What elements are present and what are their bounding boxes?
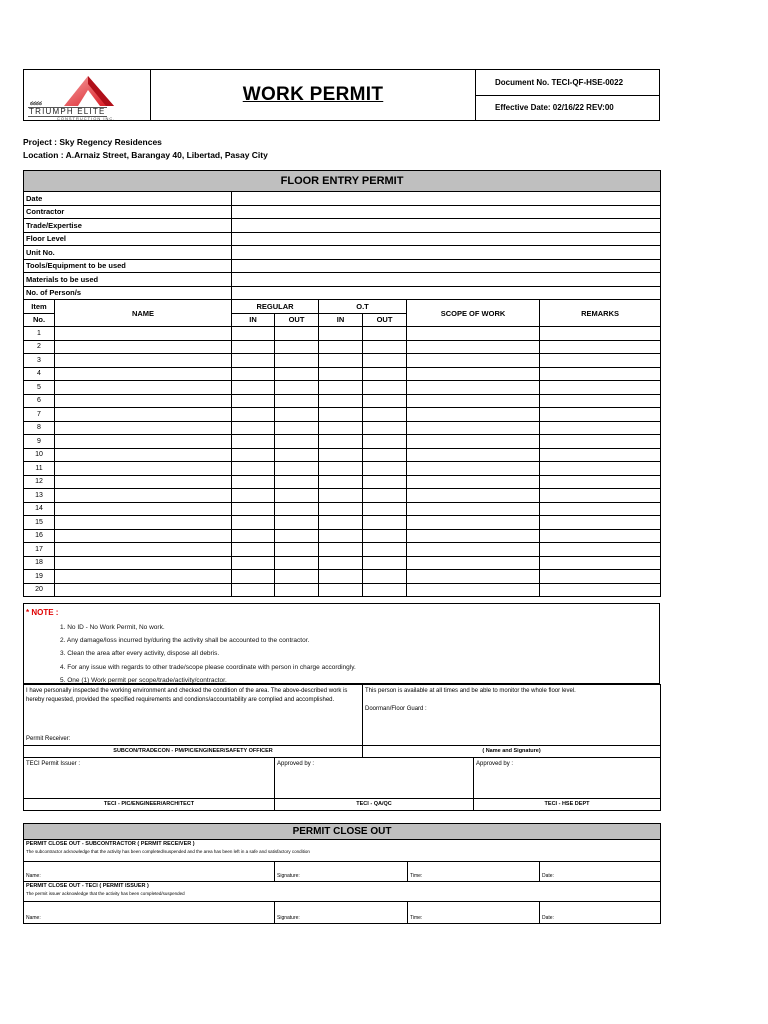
name-cell[interactable] — [55, 367, 232, 381]
name-cell[interactable] — [55, 408, 232, 422]
name-cell[interactable] — [55, 354, 232, 368]
receiver-date-field[interactable] — [540, 862, 661, 882]
triangle-logo-icon — [28, 72, 146, 108]
ot-in-cell[interactable] — [319, 570, 363, 584]
ot-in-cell[interactable] — [319, 448, 363, 462]
regular-out-cell[interactable] — [275, 435, 319, 449]
remarks-cell[interactable] — [540, 543, 661, 557]
field-value-input[interactable] — [232, 205, 661, 219]
table-row — [24, 421, 661, 435]
regular-out-cell[interactable] — [275, 448, 319, 462]
ot-out-cell[interactable] — [363, 435, 407, 449]
table-row — [24, 556, 661, 570]
close-out-title: PERMIT CLOSE OUT — [24, 824, 661, 840]
table-row — [24, 327, 661, 341]
signature-label: Signature: — [277, 915, 300, 921]
regular-out-cell[interactable] — [275, 529, 319, 543]
time-label: Time: — [410, 915, 423, 921]
scope-cell[interactable] — [407, 583, 540, 597]
regular-out-cell[interactable] — [275, 462, 319, 476]
receiver-statement-cell — [24, 685, 363, 746]
signature-label: Signature: — [277, 873, 300, 879]
ot-in-cell[interactable] — [319, 583, 363, 597]
ot-out-cell[interactable] — [363, 367, 407, 381]
availability-text: This person is available at all times and be able to monitor the whole floor level. — [365, 688, 576, 694]
note-item: 1. No ID - No Work Permit, No work. — [60, 624, 165, 631]
table-row — [24, 489, 661, 503]
name-cell[interactable] — [55, 502, 232, 516]
remarks-header: REMARKS — [540, 300, 661, 327]
name-label: Name: — [26, 915, 41, 921]
regular-in-cell[interactable] — [232, 340, 275, 354]
scope-cell[interactable] — [407, 394, 540, 408]
remarks-cell[interactable] — [540, 462, 661, 476]
notes-box — [23, 603, 660, 684]
receiver-statement: I have personally inspected the working environment and checked the condition of the area. The above-described work is hereby requested, provided the specified requirements and condions/accountability are complied and accomplished. — [26, 688, 348, 703]
field-value-input[interactable] — [232, 246, 661, 260]
field-row — [24, 192, 661, 206]
scope-cell[interactable] — [407, 421, 540, 435]
regular-in-cell[interactable] — [232, 408, 275, 422]
table-row — [24, 502, 661, 516]
row-number: 19 — [24, 570, 55, 584]
receiver-name-field[interactable] — [24, 862, 275, 882]
regular-in-cell[interactable] — [232, 381, 275, 395]
ot-out-cell[interactable] — [363, 340, 407, 354]
row-number: 15 — [24, 516, 55, 530]
ot-out-header: OUT — [363, 313, 407, 327]
row-number: 4 — [24, 367, 55, 381]
item-header: Item — [24, 300, 55, 314]
ot-in-cell[interactable] — [319, 367, 363, 381]
row-number: 16 — [24, 529, 55, 543]
field-value-input[interactable] — [232, 259, 661, 273]
regular-out-header: OUT — [275, 313, 319, 327]
row-number: 3 — [24, 354, 55, 368]
ot-in-cell[interactable] — [319, 354, 363, 368]
regular-out-cell[interactable] — [275, 583, 319, 597]
row-number: 18 — [24, 556, 55, 570]
receiver-signature-field[interactable] — [275, 862, 408, 882]
table-row — [24, 475, 661, 489]
name-cell[interactable] — [55, 327, 232, 341]
field-label: Contractor — [24, 205, 232, 219]
note-title: * NOTE : — [26, 608, 59, 617]
regular-out-cell[interactable] — [275, 367, 319, 381]
regular-in-cell[interactable] — [232, 327, 275, 341]
scope-cell[interactable] — [407, 543, 540, 557]
scope-cell[interactable] — [407, 381, 540, 395]
ot-out-cell[interactable] — [363, 570, 407, 584]
logo-company-sub: CONSTRUCTION INC. — [57, 116, 116, 121]
signatory-hse: TECI - HSE DEPT — [474, 799, 661, 811]
approved-by-cell-2 — [474, 758, 661, 799]
regular-out-cell[interactable] — [275, 327, 319, 341]
remarks-cell[interactable] — [540, 583, 661, 597]
regular-out-cell[interactable] — [275, 502, 319, 516]
regular-in-cell[interactable] — [232, 354, 275, 368]
name-cell[interactable] — [55, 489, 232, 503]
name-cell[interactable] — [55, 516, 232, 530]
ot-in-cell[interactable] — [319, 381, 363, 395]
permit-receiver-label: Permit Receiver: — [26, 736, 71, 742]
field-label: Materials to be used — [24, 273, 232, 287]
row-number: 13 — [24, 489, 55, 503]
regular-in-cell[interactable] — [232, 462, 275, 476]
name-cell[interactable] — [55, 435, 232, 449]
row-number: 2 — [24, 340, 55, 354]
remarks-cell[interactable] — [540, 327, 661, 341]
approved-by-label-1: Approved by : — [277, 761, 315, 767]
scope-cell[interactable] — [407, 448, 540, 462]
note-item: 3. Clean the area after every activity, dispose all debris. — [60, 650, 220, 658]
regular-in-cell[interactable] — [232, 516, 275, 530]
receiver-close-title: PERMIT CLOSE OUT - SUBCONTRACTOR ( PERMIT RECEIVER ) — [26, 841, 195, 847]
ot-out-cell[interactable] — [363, 556, 407, 570]
field-value-input[interactable] — [232, 219, 661, 233]
regular-out-cell[interactable] — [275, 394, 319, 408]
regular-in-cell[interactable] — [232, 394, 275, 408]
name-cell[interactable] — [55, 543, 232, 557]
note-item: 2. Any damage/loss incurred by/during the activity shall be accounted to the contractor. — [60, 637, 310, 645]
row-number: 20 — [24, 583, 55, 597]
regular-out-cell[interactable] — [275, 489, 319, 503]
field-label: Floor Level — [24, 232, 232, 246]
ot-out-cell[interactable] — [363, 583, 407, 597]
row-number: 8 — [24, 421, 55, 435]
scope-cell[interactable] — [407, 475, 540, 489]
regular-in-cell[interactable] — [232, 435, 275, 449]
scope-cell[interactable] — [407, 502, 540, 516]
field-row — [24, 205, 661, 219]
regular-out-cell[interactable] — [275, 354, 319, 368]
ot-out-cell[interactable] — [363, 354, 407, 368]
subcon-signatory: SUBCON/TRADECON - PM/PIC/ENGINEER/SAFETY OFFICER — [24, 746, 363, 758]
issuer-close-title: PERMIT CLOSE OUT - TECI ( PERMIT ISSUER ) — [26, 883, 149, 889]
document-number: Document No. TECI-QF-HSE-0022 — [476, 70, 659, 96]
name-cell[interactable] — [55, 583, 232, 597]
field-row — [24, 246, 661, 260]
remarks-cell[interactable] — [540, 489, 661, 503]
document-title: WORK PERMIT — [242, 84, 384, 105]
remarks-cell[interactable] — [540, 475, 661, 489]
ot-out-cell[interactable] — [363, 462, 407, 476]
scope-cell[interactable] — [407, 556, 540, 570]
name-cell[interactable] — [55, 556, 232, 570]
ot-out-cell[interactable] — [363, 381, 407, 395]
regular-in-cell[interactable] — [232, 475, 275, 489]
ot-in-cell[interactable] — [319, 529, 363, 543]
ot-in-cell[interactable] — [319, 408, 363, 422]
table-row — [24, 529, 661, 543]
remarks-cell[interactable] — [540, 354, 661, 368]
ot-in-cell[interactable] — [319, 340, 363, 354]
scope-header: SCOPE OF WORK — [407, 300, 540, 327]
teci-issuer-cell — [24, 758, 275, 799]
project-line: Project : Sky Regency Residences — [23, 137, 162, 147]
table-row — [24, 394, 661, 408]
scope-cell[interactable] — [407, 462, 540, 476]
field-label: Date — [24, 192, 232, 206]
field-label: Tools/Equipment to be used — [24, 259, 232, 273]
table-row — [24, 570, 661, 584]
field-value-input[interactable] — [232, 192, 661, 206]
location-line: Location : A.Arnaiz Street, Barangay 40, Libertad, Pasay City — [23, 150, 268, 160]
ot-out-cell[interactable] — [363, 475, 407, 489]
receiver-close-text: The subcontractor acknowledge that the activity has been completed/suspended and the area has been left in a safe and satisfactory condition — [26, 849, 310, 854]
ot-out-cell[interactable] — [363, 489, 407, 503]
approval-table — [23, 684, 661, 811]
ot-out-cell[interactable] — [363, 421, 407, 435]
remarks-cell[interactable] — [540, 435, 661, 449]
table-row — [24, 340, 661, 354]
table-row — [24, 583, 661, 597]
field-label: No. of Person/s — [24, 286, 232, 300]
regular-out-cell[interactable] — [275, 421, 319, 435]
table-row — [24, 367, 661, 381]
row-number: 11 — [24, 462, 55, 476]
regular-out-cell[interactable] — [275, 516, 319, 530]
ot-out-cell[interactable] — [363, 408, 407, 422]
remarks-cell[interactable] — [540, 570, 661, 584]
name-cell[interactable] — [55, 421, 232, 435]
table-row — [24, 381, 661, 395]
scope-cell[interactable] — [407, 529, 540, 543]
field-value-input[interactable] — [232, 273, 661, 287]
regular-out-cell[interactable] — [275, 543, 319, 557]
note-list — [60, 621, 356, 687]
regular-in-cell[interactable] — [232, 570, 275, 584]
row-number: 17 — [24, 543, 55, 557]
approved-by-label-2: Approved by : — [476, 761, 514, 767]
field-row — [24, 219, 661, 233]
table-header-row — [24, 300, 661, 314]
remarks-cell[interactable] — [540, 448, 661, 462]
row-number: 5 — [24, 381, 55, 395]
regular-out-cell[interactable] — [275, 556, 319, 570]
company-logo — [24, 70, 151, 120]
ot-out-cell[interactable] — [363, 448, 407, 462]
table-row — [24, 354, 661, 368]
issuer-name-field[interactable] — [24, 902, 275, 924]
note-item: 4. For any issue with regards to other trade/scope please coordinate with person in charge accordingly. — [60, 663, 356, 671]
signatory-pic: TECI - PIC/ENGINEER/ARCHITECT — [24, 799, 275, 811]
date-label: Date: — [542, 873, 554, 879]
logo-small-text: ఠఠఠఠ — [30, 101, 42, 107]
name-cell[interactable] — [55, 394, 232, 408]
document-header — [23, 69, 660, 121]
row-number: 6 — [24, 394, 55, 408]
ot-in-cell[interactable] — [319, 421, 363, 435]
regular-out-cell[interactable] — [275, 475, 319, 489]
scope-cell[interactable] — [407, 367, 540, 381]
table-row — [24, 435, 661, 449]
field-label: Trade/Expertise — [24, 219, 232, 233]
regular-in-cell[interactable] — [232, 421, 275, 435]
field-value-input[interactable] — [232, 286, 661, 300]
field-row — [24, 273, 661, 287]
row-number: 14 — [24, 502, 55, 516]
field-row — [24, 232, 661, 246]
effective-date: Effective Date: 02/16/22 REV:00 — [495, 103, 614, 113]
table-row — [24, 516, 661, 530]
name-label: Name: — [26, 873, 41, 879]
scope-cell[interactable] — [407, 354, 540, 368]
field-row — [24, 286, 661, 300]
remarks-cell[interactable] — [540, 556, 661, 570]
close-out-table — [23, 823, 661, 924]
regular-in-header: IN — [232, 313, 275, 327]
regular-in-cell[interactable] — [232, 367, 275, 381]
scope-cell[interactable] — [407, 570, 540, 584]
table-row — [24, 408, 661, 422]
remarks-cell[interactable] — [540, 516, 661, 530]
scope-cell[interactable] — [407, 516, 540, 530]
signatory-qaqc: TECI - QA/QC — [275, 799, 474, 811]
name-signature-label: ( Name and Signature) — [363, 746, 661, 758]
remarks-cell[interactable] — [540, 408, 661, 422]
remarks-cell[interactable] — [540, 340, 661, 354]
ot-in-cell[interactable] — [319, 489, 363, 503]
receiver-close-cell — [24, 840, 661, 862]
regular-in-cell[interactable] — [232, 529, 275, 543]
ot-in-cell[interactable] — [319, 556, 363, 570]
issuer-close-text: The permit issuer acknowledge that the activity has been completed/suspended — [26, 891, 185, 896]
ot-in-cell[interactable] — [319, 394, 363, 408]
issuer-date-field[interactable] — [540, 902, 661, 924]
no-header: No. — [24, 313, 55, 327]
remarks-cell[interactable] — [540, 502, 661, 516]
issuer-time-field[interactable] — [408, 902, 540, 924]
ot-out-cell[interactable] — [363, 394, 407, 408]
floor-entry-table — [23, 170, 661, 597]
note-item: 5. One (1) Work permit per scope/trade/activity/contractor. — [60, 676, 227, 684]
doorman-label: Doorman/Floor Guard : — [365, 706, 427, 712]
name-header: NAME — [55, 300, 232, 327]
row-number: 9 — [24, 435, 55, 449]
regular-in-cell[interactable] — [232, 489, 275, 503]
ot-in-cell[interactable] — [319, 516, 363, 530]
remarks-cell[interactable] — [540, 394, 661, 408]
regular-in-cell[interactable] — [232, 583, 275, 597]
teci-issuer-label: TECI Permit Issuer : — [26, 761, 81, 767]
table-row — [24, 543, 661, 557]
regular-out-cell[interactable] — [275, 570, 319, 584]
logo-company-name: TRIUMPH ELITE — [29, 107, 106, 116]
ot-out-cell[interactable] — [363, 502, 407, 516]
row-number: 12 — [24, 475, 55, 489]
floor-entry-title: FLOOR ENTRY PERMIT — [24, 171, 661, 192]
ot-out-cell[interactable] — [363, 529, 407, 543]
regular-in-cell[interactable] — [232, 502, 275, 516]
receiver-time-field[interactable] — [408, 862, 540, 882]
field-label: Unit No. — [24, 246, 232, 260]
issuer-signature-field[interactable] — [275, 902, 408, 924]
name-cell[interactable] — [55, 529, 232, 543]
document-info — [476, 70, 659, 120]
remarks-cell[interactable] — [540, 529, 661, 543]
field-row — [24, 259, 661, 273]
ot-in-cell[interactable] — [319, 327, 363, 341]
regular-out-cell[interactable] — [275, 340, 319, 354]
remarks-cell[interactable] — [540, 421, 661, 435]
doorman-cell — [363, 685, 661, 746]
approved-by-cell-1 — [275, 758, 474, 799]
ot-in-cell[interactable] — [319, 543, 363, 557]
scope-cell[interactable] — [407, 327, 540, 341]
time-label: Time: — [410, 873, 423, 879]
field-value-input[interactable] — [232, 232, 661, 246]
ot-header: O.T — [319, 300, 407, 314]
regular-header: REGULAR — [232, 300, 319, 314]
regular-in-cell[interactable] — [232, 448, 275, 462]
ot-in-header: IN — [319, 313, 363, 327]
scope-cell[interactable] — [407, 435, 540, 449]
name-cell[interactable] — [55, 475, 232, 489]
regular-out-cell[interactable] — [275, 381, 319, 395]
date-label: Date: — [542, 915, 554, 921]
regular-in-cell[interactable] — [232, 543, 275, 557]
ot-in-cell[interactable] — [319, 475, 363, 489]
row-number: 7 — [24, 408, 55, 422]
name-cell[interactable] — [55, 340, 232, 354]
name-cell[interactable] — [55, 462, 232, 476]
name-cell[interactable] — [55, 570, 232, 584]
row-number: 1 — [24, 327, 55, 341]
issuer-close-cell — [24, 882, 661, 902]
scope-cell[interactable] — [407, 408, 540, 422]
remarks-cell[interactable] — [540, 381, 661, 395]
remarks-cell[interactable] — [540, 367, 661, 381]
ot-out-cell[interactable] — [363, 543, 407, 557]
table-row — [24, 462, 661, 476]
scope-cell[interactable] — [407, 340, 540, 354]
regular-in-cell[interactable] — [232, 556, 275, 570]
row-number: 10 — [24, 448, 55, 462]
name-cell[interactable] — [55, 448, 232, 462]
name-cell[interactable] — [55, 381, 232, 395]
ot-in-cell[interactable] — [319, 435, 363, 449]
ot-out-cell[interactable] — [363, 327, 407, 341]
ot-in-cell[interactable] — [319, 502, 363, 516]
ot-in-cell[interactable] — [319, 462, 363, 476]
table-row — [24, 448, 661, 462]
regular-out-cell[interactable] — [275, 408, 319, 422]
ot-out-cell[interactable] — [363, 516, 407, 530]
document-title-cell — [151, 70, 476, 120]
scope-cell[interactable] — [407, 489, 540, 503]
